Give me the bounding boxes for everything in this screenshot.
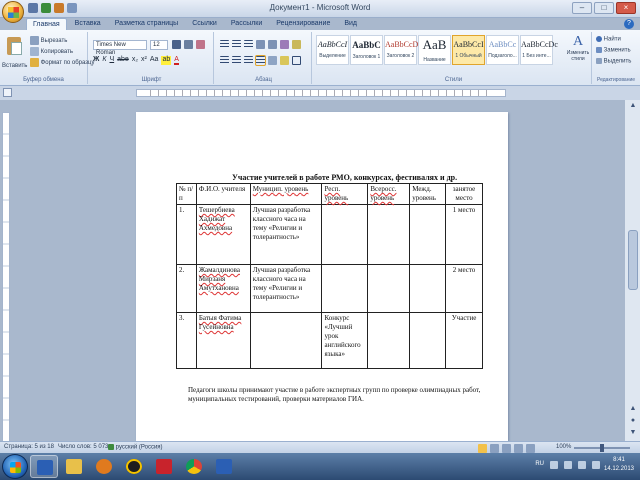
tab-insert[interactable]: Вставка — [74, 20, 101, 27]
language-bar[interactable]: RU — [535, 461, 544, 467]
ribbon — [0, 30, 640, 86]
previous-page-icon[interactable]: ▲ — [629, 405, 637, 412]
paste-button[interactable] — [4, 35, 26, 61]
minimize-button[interactable]: – — [572, 2, 592, 14]
styles-group — [316, 32, 592, 84]
table-cell[interactable] — [368, 265, 410, 313]
table-cell[interactable]: 3. — [177, 313, 197, 369]
shrink-font-icon[interactable] — [184, 40, 193, 49]
table-cell[interactable]: Участие — [446, 313, 483, 369]
font-color-icon[interactable]: A — [174, 56, 179, 63]
show-marks-icon[interactable] — [292, 40, 301, 49]
media-player-icon — [96, 459, 112, 474]
strikethrough-icon[interactable]: abe — [117, 56, 129, 63]
style-heading-2[interactable]: AaBbCcD Заголовок 2 — [384, 35, 417, 65]
superscript-icon[interactable]: x² — [141, 56, 147, 63]
tab-references[interactable]: Ссылки — [192, 20, 217, 27]
highlight-icon[interactable]: ab — [162, 56, 171, 63]
next-page-icon[interactable]: ▼ — [629, 429, 637, 436]
print-layout-icon[interactable] — [478, 444, 487, 453]
borders-icon[interactable] — [292, 56, 301, 65]
system-tray — [535, 461, 600, 469]
decrease-indent-icon[interactable] — [256, 40, 265, 49]
table-cell[interactable] — [250, 313, 322, 369]
style-title[interactable]: AaB Название — [418, 35, 451, 65]
office-button[interactable] — [2, 1, 24, 23]
zoom-level[interactable]: 100% — [556, 444, 572, 450]
title-bar — [0, 0, 640, 18]
paragraph-group-label: Абзац — [255, 77, 272, 83]
paste-label: Вставить — [2, 63, 28, 69]
grow-font-icon[interactable] — [172, 40, 181, 49]
table-cell[interactable] — [322, 205, 368, 265]
table-cell[interactable] — [322, 265, 368, 313]
copy-icon — [30, 47, 39, 56]
bold-icon[interactable]: Ж — [93, 56, 100, 63]
vertical-ruler[interactable] — [2, 112, 10, 442]
kaspersky-icon — [156, 459, 172, 474]
table-cell[interactable] — [410, 265, 446, 313]
style-heading-1[interactable]: AaBbC Заголовок 1 — [350, 35, 383, 65]
editing-group — [594, 32, 638, 84]
document-area — [0, 100, 624, 441]
editing-group-label: Редактирование — [596, 77, 636, 83]
word-icon — [37, 460, 53, 475]
scrollbar-thumb[interactable] — [628, 230, 638, 290]
language-indicator[interactable]: русский (Россия) — [108, 444, 163, 451]
taskbar — [0, 453, 640, 480]
draft-icon[interactable] — [526, 444, 535, 453]
font-group — [90, 32, 214, 84]
participation-table[interactable] — [176, 183, 483, 369]
close-button[interactable]: × — [616, 2, 636, 14]
styles-group-label: Стили — [444, 77, 463, 83]
copy-button[interactable]: Копировать — [30, 47, 73, 56]
tab-review[interactable]: Рецензирование — [276, 20, 331, 27]
scroll-up-icon[interactable]: ▲ — [629, 102, 637, 109]
cut-button[interactable]: Вырезать — [30, 36, 67, 45]
table-header-cell[interactable]: № п/п — [177, 184, 197, 205]
tab-home[interactable]: Главная — [26, 18, 67, 30]
replace-button[interactable]: Заменить — [596, 47, 631, 54]
table-row — [177, 313, 483, 369]
taskbar-media-player[interactable] — [90, 455, 118, 478]
table-cell[interactable] — [410, 205, 446, 265]
table-cell[interactable]: 1. — [177, 205, 197, 265]
table-row — [177, 205, 483, 265]
change-styles-icon: A — [572, 34, 584, 49]
table-header-cell[interactable]: Муницип. уровень — [250, 184, 322, 205]
page-count[interactable]: Страница: 5 из 18 — [4, 444, 54, 450]
horizontal-ruler[interactable] — [0, 86, 640, 100]
web-layout-icon[interactable] — [502, 444, 511, 453]
table-cell[interactable]: 2. — [177, 265, 197, 313]
taskbar-word[interactable] — [30, 455, 58, 478]
tab-selector[interactable] — [3, 88, 12, 97]
volume-icon[interactable] — [592, 461, 600, 469]
align-left-icon[interactable] — [220, 56, 229, 65]
chrome-icon — [186, 459, 202, 474]
clear-format-icon[interactable] — [196, 40, 205, 49]
tab-view[interactable]: Вид — [344, 20, 358, 27]
clipboard-group-label: Буфер обмена — [23, 77, 64, 83]
select-arrow-icon — [596, 58, 602, 64]
document-paragraph[interactable]: Педагоги школы принимают участие в работе экспертных групп по проверке олимпиадных работ, муниципальных тестирований, проверки материалов ГИА. — [188, 386, 481, 403]
brush-icon — [30, 58, 39, 67]
help-icon[interactable]: ? — [624, 19, 634, 29]
table-header-cell[interactable]: Ф.И.О. учителя — [196, 184, 250, 205]
style-normal[interactable]: AaBbCcI 1 Обычный — [452, 35, 485, 65]
tab-page-layout[interactable]: Разметка страницы — [114, 20, 179, 27]
office-logo-icon — [8, 7, 19, 18]
clock-date: 14.12.2013 — [603, 466, 635, 472]
zoom-slider-thumb[interactable] — [600, 444, 604, 452]
table-header-cell[interactable]: занятое место — [446, 184, 483, 205]
subscript-icon[interactable]: x₂ — [131, 56, 139, 63]
table-cell[interactable]: 1 место — [446, 205, 483, 265]
table-header-cell[interactable]: Межд. уровень — [410, 184, 446, 205]
windows-logo-icon — [10, 462, 21, 473]
taskbar-explorer[interactable] — [60, 455, 88, 478]
tray-arrow-icon[interactable] — [550, 461, 558, 469]
table-cell[interactable]: 2 место — [446, 265, 483, 313]
start-button[interactable] — [2, 454, 28, 479]
word-icon — [216, 459, 232, 474]
document-page[interactable] — [136, 112, 508, 441]
underline-icon[interactable]: Ч — [109, 56, 115, 63]
table-cell[interactable] — [368, 205, 410, 265]
ribbon-tabs — [26, 18, 363, 30]
numbering-icon[interactable] — [232, 40, 241, 49]
shading-icon[interactable] — [280, 56, 289, 65]
full-screen-reading-icon[interactable] — [490, 444, 499, 453]
sort-icon[interactable] — [280, 40, 289, 49]
table-cell[interactable]: Тешербиева Хадижат Ахмедовна — [196, 205, 250, 265]
replace-icon — [596, 47, 602, 53]
align-center-icon[interactable] — [232, 56, 241, 65]
window-title: Документ1 - Microsoft Word — [269, 3, 371, 12]
clock-time: 8:41 — [613, 457, 625, 463]
binoculars-icon — [596, 36, 602, 42]
justify-icon[interactable] — [256, 56, 265, 65]
view-buttons — [478, 444, 535, 453]
find-button[interactable]: Найти — [596, 36, 621, 43]
table-header-row — [177, 184, 483, 205]
align-right-icon[interactable] — [244, 56, 253, 65]
change-case-icon[interactable]: Aa — [149, 56, 159, 63]
style-no-spacing[interactable]: AaBbCcDc 1 Без инте... — [520, 35, 553, 65]
style-subtitle[interactable]: AaBbCc Подзаголо... — [486, 35, 519, 65]
taskbar-kaspersky[interactable] — [150, 455, 178, 478]
app-a-icon — [126, 459, 142, 474]
paragraph-group — [216, 32, 312, 84]
change-styles-button[interactable]: A Изменить стили — [566, 34, 590, 62]
table-cell[interactable]: Конкурс «Лучший урок английского языка» — [322, 313, 368, 369]
network-icon[interactable] — [578, 461, 586, 469]
tab-mailings[interactable]: Рассылки — [230, 20, 263, 27]
clipboard-group — [0, 32, 95, 84]
taskbar-chrome[interactable] — [180, 455, 208, 478]
clock[interactable] — [602, 456, 636, 474]
folder-icon — [66, 459, 82, 474]
bullets-icon[interactable] — [220, 40, 229, 49]
select-button[interactable]: Выделить — [596, 58, 631, 65]
multilevel-list-icon[interactable] — [244, 40, 253, 49]
table-cell[interactable] — [410, 313, 446, 369]
font-size-combo[interactable]: 12 — [150, 40, 168, 50]
table-cell[interactable] — [368, 313, 410, 369]
table-header-cell[interactable]: Респ. уровень — [322, 184, 368, 205]
taskbar-app-a[interactable] — [120, 455, 148, 478]
maximize-button[interactable]: □ — [594, 2, 614, 14]
table-header-cell[interactable]: Всеросс. уровень — [368, 184, 410, 205]
increase-indent-icon[interactable] — [268, 40, 277, 49]
table-row — [177, 265, 483, 313]
scissors-icon — [30, 36, 39, 45]
spellcheck-icon — [108, 444, 114, 450]
flag-icon[interactable] — [564, 461, 572, 469]
table-cell[interactable]: Жамалдинова Мирзаня Амутхановна — [196, 265, 250, 313]
word-count[interactable]: Число слов: 5 073 — [58, 444, 109, 450]
table-cell[interactable]: Батыя Фатима Гусейновна — [196, 313, 250, 369]
document-heading: Участие учителей в работе РМО, конкурсах, фестивалях и др. — [232, 173, 458, 182]
italic-icon[interactable]: К — [102, 56, 107, 63]
styles-gallery — [316, 35, 562, 65]
font-group-label: Шрифт — [141, 77, 162, 83]
style-emphasis[interactable]: AaBbCcI Выделение — [316, 35, 349, 65]
line-spacing-icon[interactable] — [268, 56, 277, 65]
table-cell[interactable]: Лучшая разработка классного часа на тему «Религии и толерантность» — [250, 205, 322, 265]
taskbar-word-2[interactable] — [210, 455, 238, 478]
format-painter-button[interactable]: Формат по образцу — [30, 58, 94, 67]
browse-object-icon[interactable]: ● — [630, 417, 636, 424]
status-bar — [0, 441, 640, 453]
table-cell[interactable]: Лучшая разработка классного часа на тему «Религии и толерантность» — [250, 265, 322, 313]
outline-icon[interactable] — [514, 444, 523, 453]
vertical-scrollbar[interactable] — [624, 100, 640, 441]
font-name-combo[interactable]: Times New Roman — [93, 40, 147, 50]
